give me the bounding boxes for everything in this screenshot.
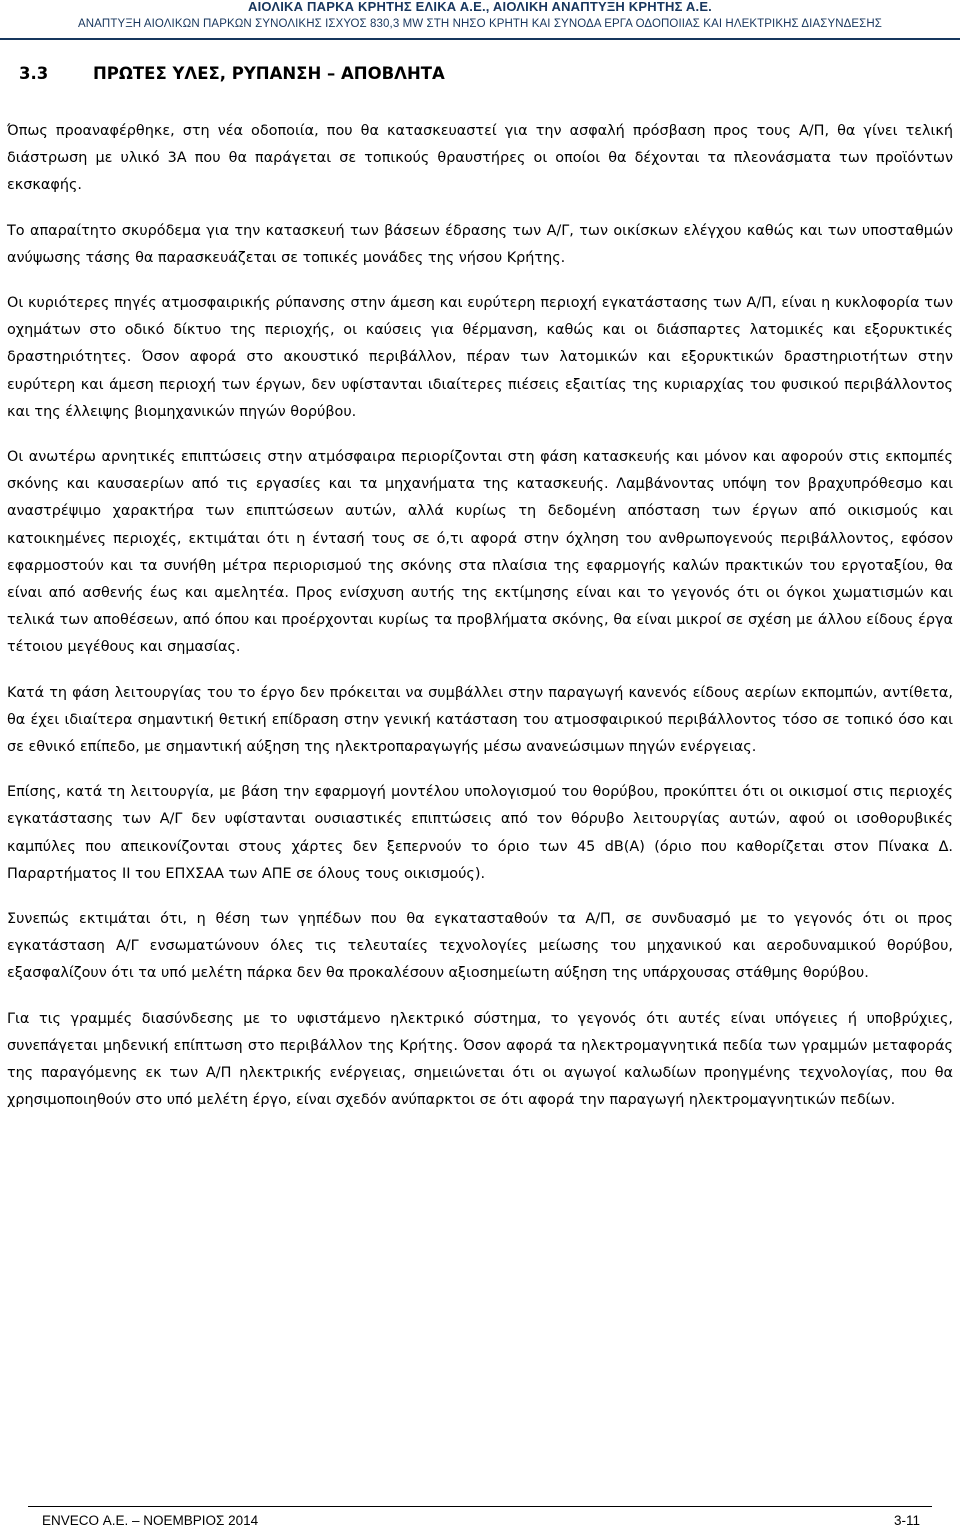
paragraph-6: Επίσης, κατά τη λειτουργία, με βάση την εφαρμογή μοντέλου υπολογισμού του θορύβου, προκύπτει ότι οι οικισμοί στις περιοχές εγκατάστασης των Α/Γ δεν υφίστανται ουσιαστικές επιπτώσεις από τον θόρυβο λειτουργίας αυτών, αφού οι ισοθορυβικές καμπύλες που απεικονίζονται στους χάρτες δεν ξεπερνούν το όριο των 45 dB(A) (όριο που καθορίζεται στον Πίνακα Δ. Παραρτήματος ΙΙ του ΕΠΧΣΑΑ των ΑΠΕ σε όλους τους οικισμούς).: [7, 784, 953, 882]
paragraph-8: Για τις γραμμές διασύνδεσης με το υφιστάμενο ηλεκτρικό σύστημα, το γεγονός ότι αυτές είναι υπόγειες ή υποβρύχιες, συνεπάγεται μηδενική επίπτωση στο περιβάλλον της Κρήτης. Όσον αφορά τα ηλεκτρομαγνητικά πεδία των γραμμών μεταφοράς της παραγόμενης εκ των Α/Π ηλεκτρικής ενέργειας, σημειώνεται ότι οι αγωγοί καλωδίων προηγμένης τεχνολογίας, που θα χρησιμοποιηθούν στο υπό μελέτη έργο, είναι σχεδόν ανύπαρκτοι σε ότι αφορά την παραγωγή ηλεκτρομαγνητικών πεδίων.: [7, 1010, 953, 1109]
section-number: 3.3: [19, 64, 49, 83]
page-header: [0, 0, 960, 31]
paragraph-7: Συνεπώς εκτιμάται ότι, η θέση των γηπέδων που θα εγκατασταθούν τα Α/Π, σε συνδυασμό με το γεγονός ότι οι προς εγκατάσταση Α/Γ ενσωματώνουν όλες τις τελευταίες τεχνολογίες μείωσης του μηχανικού και αεροδυναμικού θορύβου, εξασφαλίζουν ότι τα υπό μελέτη πάρκα δεν θα προκαλέσουν αξιοσημείωτη αύξηση της υπάρχουσας στάθμης θορύβου.: [7, 911, 953, 982]
footer-divider: [28, 1506, 932, 1507]
header-subtitle: ΑΝΑΠΤΥΞΗ ΑΙΟΛΙΚΩΝ ΠΑΡΚΩΝ ΣΥΝΟΛΙΚΗΣ ΙΣΧΥΟΣ 830,3 MW ΣΤΗ ΝΗΣΟ ΚΡΗΤΗ ΚΑΙ ΣΥΝΟΔΑ ΕΡΓΑ ΟΔΟΠΟΙΙΑΣ ΚΑΙ ΗΛΕΚΤΡΙΚΗΣ ΔΙΑΣΥΝΔΕΣΗΣ: [77, 18, 883, 30]
paragraph-3: Οι κυριότερες πηγές ατμοσφαιρικής ρύπανσης στην άμεση και ευρύτερη περιοχή εγκατάστασης των Α/Π, είναι η κυκλοφορία των οχημάτων στο οδικό δίκτυο της περιοχής, οι καύσεις για θέρμανση, καθώς και οι διάσπαρτες λατομικές και εξορυκτικές δραστηριότητες. Όσον αφορά στο ακουστικό περιβάλλον, πέραν των λατομικών και εξορυκτικών δραστηριοτήτων στην ευρύτερη και άμεση περιοχή των έργων, δεν υφίστανται ιδιαίτερες πιέσεις εξαιτίας της κυριαρχίας του φυσικού περιβάλλοντος και της έλλειψης βιομηχανικών πηγών θορύβου.: [7, 295, 953, 420]
paragraph-5: Κατά τη φάση λειτουργίας του το έργο δεν πρόκειται να συμβάλλει στην παραγωγή κανενός είδους αερίων εκπομπών, αντίθετα, θα έχει ιδιαίτερα σημαντική θετική επίδραση στην γενική κατάσταση του ατμοσφαιρικού περιβάλλοντος τόσο σε τοπικό όσο και σε εθνικό επίπεδο, με σημαντική αύξηση της ηλεκτροπαραγωγής μέσω ανανεώσιμων πηγών ενέργειας.: [7, 684, 953, 756]
section-heading: [19, 64, 445, 84]
footer-company-date: ENVECO Α.Ε. – ΝΟΕΜΒΡΙΟΣ 2014: [42, 1513, 259, 1528]
page-footer: [0, 1506, 960, 1529]
header-divider: [0, 38, 960, 40]
section-title: ΠΡΩΤΕΣ ΥΛΕΣ, ΡΥΠΑΝΣΗ – ΑΠΟΒΛΗΤΑ: [93, 64, 445, 83]
page-number: 3-11: [893, 1513, 920, 1528]
header-title: ΑΙΟΛΙΚΑ ΠΑΡΚΑ ΚΡΗΤΗΣ ΕΛΙΚΑ Α.Ε., ΑΙΟΛΙΚΗ ΑΝΑΠΤΥΞΗ ΚΡΗΤΗΣ Α.Ε.: [247, 0, 712, 14]
paragraph-1: Όπως προαναφέρθηκε, στη νέα οδοποιία, που θα κατασκευαστεί για την ασφαλή πρόσβαση προς τους Α/Π, θα γίνει τελική διάστρωση με υλικό 3Α που θα παράγεται σε τοπικούς θραυστήρες οι οποίοι θα δέχονται τα πλεονάσματα των προϊόντων εκσκαφής.: [7, 123, 953, 194]
paragraph-2: Το απαραίτητο σκυρόδεμα για την κατασκευή των βάσεων έδρασης των Α/Γ, των οικίσκων ελέγχου καθώς και των υποσταθμών ανύψωσης τάσης θα παρασκευάζεται σε τοπικές μονάδες της νήσου Κρήτης.: [7, 222, 953, 266]
paragraph-4: Οι ανωτέρω αρνητικές επιπτώσεις στην ατμόσφαιρα περιορίζονται στη φάση κατασκευής και μόνον και αφορούν στις εκπομπές σκόνης και καυσαερίων από τις εργασίες και τα μηχανήματα της κατασκευής. Λαμβάνοντας υπόψη τον βραχυπρόθεσμο και αναστρέψιμο χαρακτήρα των επιπτώσεων αυτών, αλλά κυρίως τη δεδομένη απόσταση των έργων από οικισμούς και κατοικημένες περιοχές, εκτιμάται ότι η έντασή τους σε ό,τι αφορά στην όχληση του ανθρωπογενούς περιβάλλοντος, εφόσον εφαρμοστούν και τα συνήθη μέτρα περιορισμού της σκόνης στα πλαίσια της εφαρμογής καλών πρακτικών του εργοταξίου, θα είναι από ασθενής έως και αμελητέα. Προς ενίσχυση αυτής της εκτίμησης είναι και το γεγονός ότι οι όγκοι χωματισμών και τελικά των αποθέσεων, από όπου και προέρχονται κυρίως τα προβλήματα σκόνης, θα είναι μικροί σε σχέση με άλλου είδους έργα τέτοιου μεγέθους και σημασίας.: [7, 449, 953, 656]
document-body: [7, 118, 953, 1133]
